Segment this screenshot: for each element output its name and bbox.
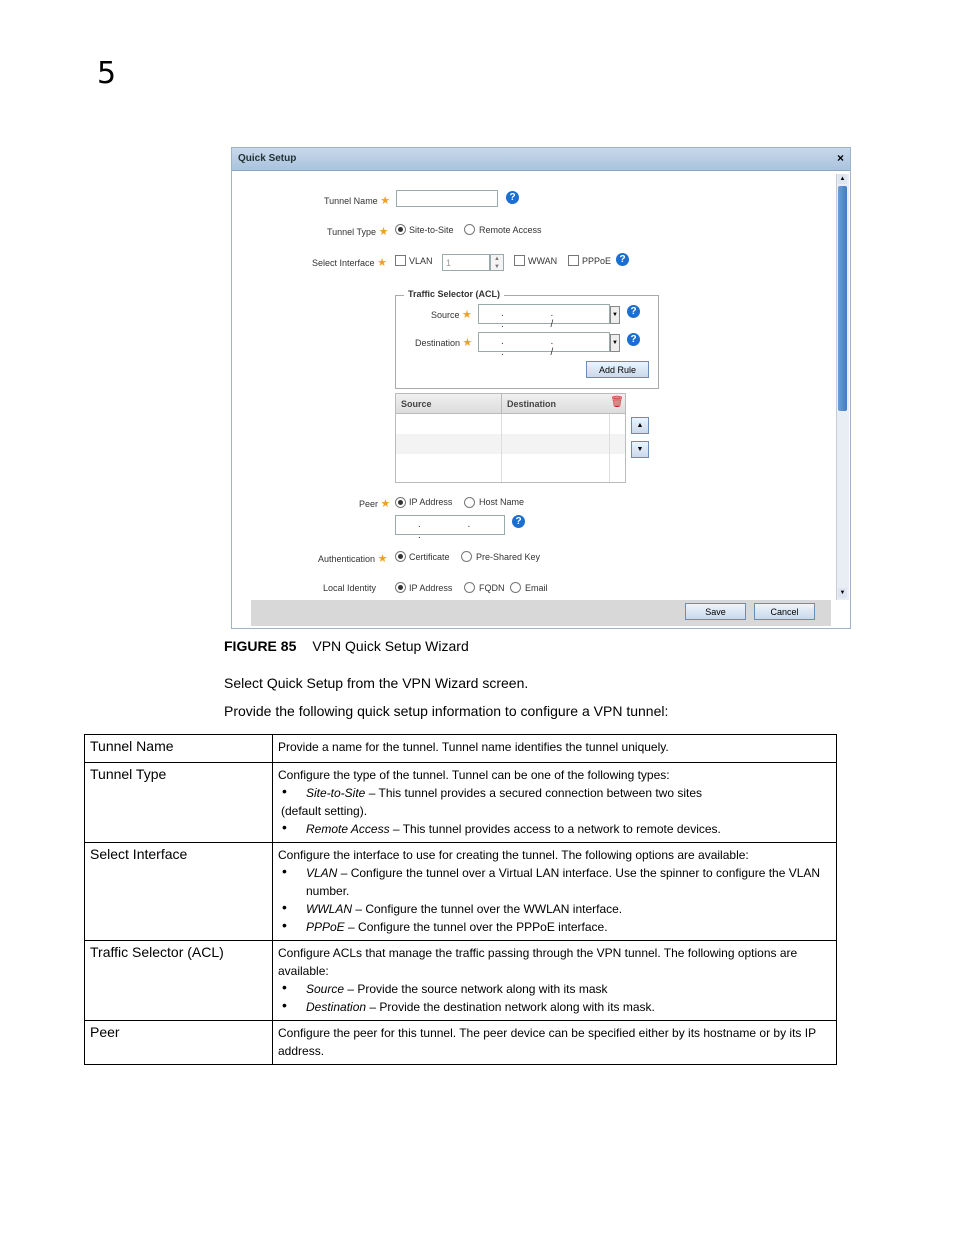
parameters-table <box>84 734 837 1065</box>
certificate-label: Certificate <box>409 552 450 562</box>
pre-shared-key-label: Pre-Shared Key <box>476 552 541 562</box>
pppoe-label: PPPoE <box>582 256 612 266</box>
help-icon[interactable]: ? <box>512 515 525 528</box>
pppoe-checkbox[interactable] <box>568 255 579 266</box>
row-term: Peer <box>85 1021 273 1065</box>
tunnel-type-label: Tunnel Type ★ <box>327 226 389 238</box>
traffic-selector-legend: Traffic Selector (ACL) <box>404 289 504 299</box>
row-term: Select Interface <box>85 843 273 941</box>
peer-ip-input[interactable]: . . . <box>395 515 505 535</box>
certificate-radio[interactable] <box>395 551 406 562</box>
required-star-icon: ★ <box>377 257 387 269</box>
tunnel-name-input[interactable] <box>396 190 498 207</box>
row-description: Configure the peer for this tunnel. The peer device can be specified either by its hostname or by its IP address. <box>273 1021 837 1065</box>
table-row <box>85 735 837 763</box>
row-description: Provide a name for the tunnel. Tunnel name identifies the tunnel uniquely. <box>273 735 837 763</box>
local-ip-radio[interactable] <box>395 582 406 593</box>
required-star-icon: ★ <box>377 553 388 565</box>
site-to-site-radio[interactable] <box>395 224 406 235</box>
figure-caption <box>224 638 469 654</box>
required-star-icon: ★ <box>462 309 472 321</box>
source-ip-input[interactable]: . . . / <box>478 304 610 324</box>
peer-hostname-label: Host Name <box>479 497 525 507</box>
fqdn-label: FQDN <box>479 583 505 593</box>
grid-header-destination[interactable]: Destination <box>501 394 625 414</box>
source-label: Source ★ <box>431 309 472 321</box>
destination-ip-input[interactable]: . . . / <box>478 332 610 352</box>
cancel-button[interactable]: Cancel <box>754 603 815 620</box>
vlan-checkbox[interactable] <box>395 255 406 266</box>
grid-header-source[interactable]: Source <box>396 394 501 414</box>
scroll-down-icon: ▼ <box>839 590 846 596</box>
required-star-icon: ★ <box>380 498 391 510</box>
dialog-title-bar <box>232 148 850 171</box>
help-icon[interactable]: ? <box>616 253 629 266</box>
help-icon[interactable]: ? <box>506 191 519 204</box>
table-row <box>85 843 837 941</box>
remote-access-radio[interactable] <box>464 224 475 235</box>
table-row <box>85 763 837 843</box>
scroll-thumb[interactable] <box>838 186 847 411</box>
quick-setup-term: Quick Setup <box>266 675 344 691</box>
dialog-title: Quick Setup <box>238 153 297 164</box>
row-term: Traffic Selector (ACL) <box>85 941 273 1021</box>
fqdn-radio[interactable] <box>464 582 475 593</box>
vlan-label: VLAN <box>409 256 433 266</box>
row-term: Tunnel Type <box>85 763 273 843</box>
trash-icon[interactable]: 🗑 <box>610 396 624 408</box>
help-icon[interactable]: ? <box>627 305 640 318</box>
email-radio[interactable] <box>510 582 521 593</box>
help-icon[interactable]: ? <box>627 333 640 346</box>
wwan-label: WWAN <box>528 256 558 266</box>
intro-line-1: Select Quick Setup from the VPN Wizard screen. <box>224 675 529 691</box>
intro-line-2: Provide the following quick setup information to configure a VPN tunnel: <box>224 703 669 719</box>
spinner-arrows-icon[interactable]: ▲ ▼ <box>490 254 504 271</box>
peer-hostname-radio[interactable] <box>464 497 475 508</box>
select-interface-label: Select Interface ★ <box>312 257 387 269</box>
dialog-footer <box>251 600 831 626</box>
figure-title: VPN Quick Setup Wizard <box>312 638 469 654</box>
local-identity-label: Local Identity <box>323 583 377 593</box>
rules-grid <box>395 393 626 483</box>
move-down-button[interactable]: ▼ <box>631 441 649 458</box>
row-description: Configure ACLs that manage the traffic passing through the VPN tunnel. The following options are available: • Source – Provide the source network along with its mask • Destination – Provide the destination network along with its mask. <box>273 941 837 1021</box>
scroll-up-icon: ▲ <box>839 176 846 182</box>
close-icon[interactable]: × <box>836 151 844 165</box>
peer-label: Peer ★ <box>359 498 391 510</box>
destination-label: Destination ★ <box>415 337 473 349</box>
table-row <box>85 941 837 1021</box>
grid-row <box>396 434 625 454</box>
remote-access-label: Remote Access <box>479 225 542 235</box>
save-button[interactable]: Save <box>685 603 746 620</box>
required-star-icon: ★ <box>462 337 473 349</box>
row-term: Tunnel Name <box>85 735 273 763</box>
site-to-site-label: Site-to-Site <box>409 225 454 235</box>
figure-number: FIGURE 85 <box>224 638 297 654</box>
move-up-button[interactable]: ▲ <box>631 417 649 434</box>
email-label: Email <box>525 583 548 593</box>
local-ip-label: IP Address <box>409 583 453 593</box>
chapter-number: 5 <box>97 56 117 91</box>
vlan-spinner[interactable]: 1 <box>442 254 490 271</box>
wwan-checkbox[interactable] <box>514 255 525 266</box>
dropdown-arrow-icon[interactable]: ▼ <box>610 334 620 352</box>
add-rule-button[interactable]: Add Rule <box>586 361 649 378</box>
peer-ip-radio[interactable] <box>395 497 406 508</box>
tunnel-name-label: Tunnel Name ★ <box>324 195 391 207</box>
required-star-icon: ★ <box>378 226 389 238</box>
table-row <box>85 1021 837 1065</box>
authentication-label: Authentication ★ <box>318 553 388 565</box>
peer-ip-label: IP Address <box>409 497 453 507</box>
pre-shared-key-radio[interactable] <box>461 551 472 562</box>
row-description: Configure the type of the tunnel. Tunnel can be one of the following types: • Site-to-Site – This tunnel provides a secured connection between two sites (default setting). • Remote Access – This tunnel provides access to a network to remote devices. <box>273 763 837 843</box>
dropdown-arrow-icon[interactable]: ▼ <box>610 306 620 324</box>
required-star-icon: ★ <box>380 195 391 207</box>
row-description: Configure the interface to use for creating the tunnel. The following options are available: • VLAN – Configure the tunnel over a Virtual LAN interface. Use the spinner to configure the VLAN number. • WWLAN – Configure the tunnel over the WWLAN interface. • PPPoE – Configure the tunnel over the PPPoE interface. <box>273 843 837 941</box>
quick-setup-dialog <box>231 147 851 629</box>
vertical-scrollbar[interactable] <box>836 174 849 600</box>
